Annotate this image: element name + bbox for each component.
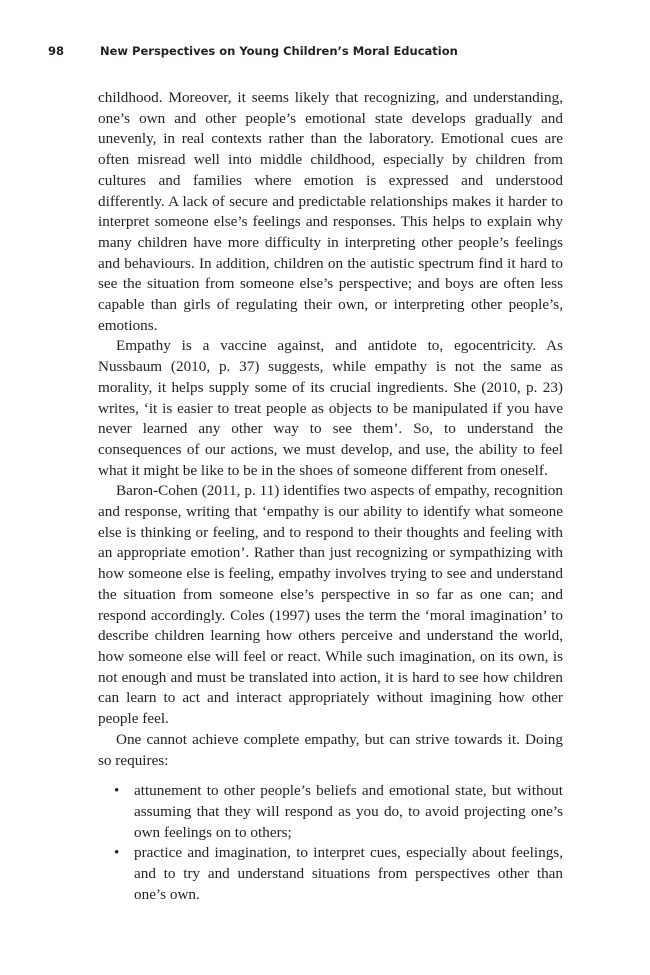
- running-head: New Perspectives on Young Children’s Moral Education: [100, 44, 458, 58]
- requirements-list: [98, 781, 563, 905]
- list-item-text: attunement to other people’s beliefs and emotional state, but without assuming that they will respond as you do, to avoid projecting one’s own feelings on to others;: [134, 782, 563, 841]
- list-item: [98, 843, 563, 905]
- paragraph-continued: childhood. Moreover, it seems likely that recognizing, and understanding, one’s own and other people’s emotional state develops gradually and unevenly, in real contexts rather than the laboratory. Emotional cues are often misread well into middle childhood, especially by children from cultures and families where emotion is expressed and understood differently. A lack of secure and predictable relationships makes it harder to interpret someone else’s feelings and responses. This helps to explain why many children have more difficulty in interpreting other people’s feelings and behaviours. In addition, children on the autistic spectrum find it hard to see the situation from someone else’s perspective; and boys are often less capable than girls of regulating their own, or interpreting other people’s, emotions.: [98, 89, 563, 334]
- paragraph-empathy-vaccine: Empathy is a vaccine against, and antidote to, egocentricity. As Nussbaum (2010, p. 37) suggests, while empathy is not the same as morality, it helps supply some of its crucial ingredients. She (2010, p. 23) writes, ‘it is easier to treat people as objects to be manipulated if you have never learned any other way to see them’. So, to understand the consequences of our actions, we must develop, and use, the ability to feel what it might be like to be in the shoes of someone different from oneself.: [98, 337, 563, 479]
- body-text: [98, 88, 563, 905]
- bullet-icon: •: [114, 844, 120, 862]
- page-number: 98: [48, 44, 65, 58]
- page-header: [48, 44, 568, 64]
- paragraph-complete-empathy: One cannot achieve complete empathy, but can strive towards it. Doing so requires:: [98, 730, 563, 769]
- list-item: [98, 781, 563, 843]
- list-item-text: practice and imagination, to interpret cues, especially about feelings, and to try and understand situations from perspectives other than one’s own.: [134, 844, 563, 903]
- paragraph-baron-cohen: Baron-Cohen (2011, p. 11) identifies two aspects of empathy, recognition and response, writing that ‘empathy is our ability to identify what someone else is thinking or feeling, and to respond to their thoughts and feeling with an appropriate emotion’. Rather than just recognizing or sympathizing with how someone else is feeling, empathy involves trying to see and understand the situation from someone else’s perspective in so far as one can; and respond accordingly. Coles (1997) uses the term the ‘moral imagination’ to describe children learning how others perceive and understand the world, how someone else will feel or react. While such imagination, on its own, is not enough and must be translated into action, it is hard to see how children can learn to act and interact appropriately without imagining how other people feel.: [98, 482, 563, 728]
- bullet-icon: •: [114, 782, 120, 800]
